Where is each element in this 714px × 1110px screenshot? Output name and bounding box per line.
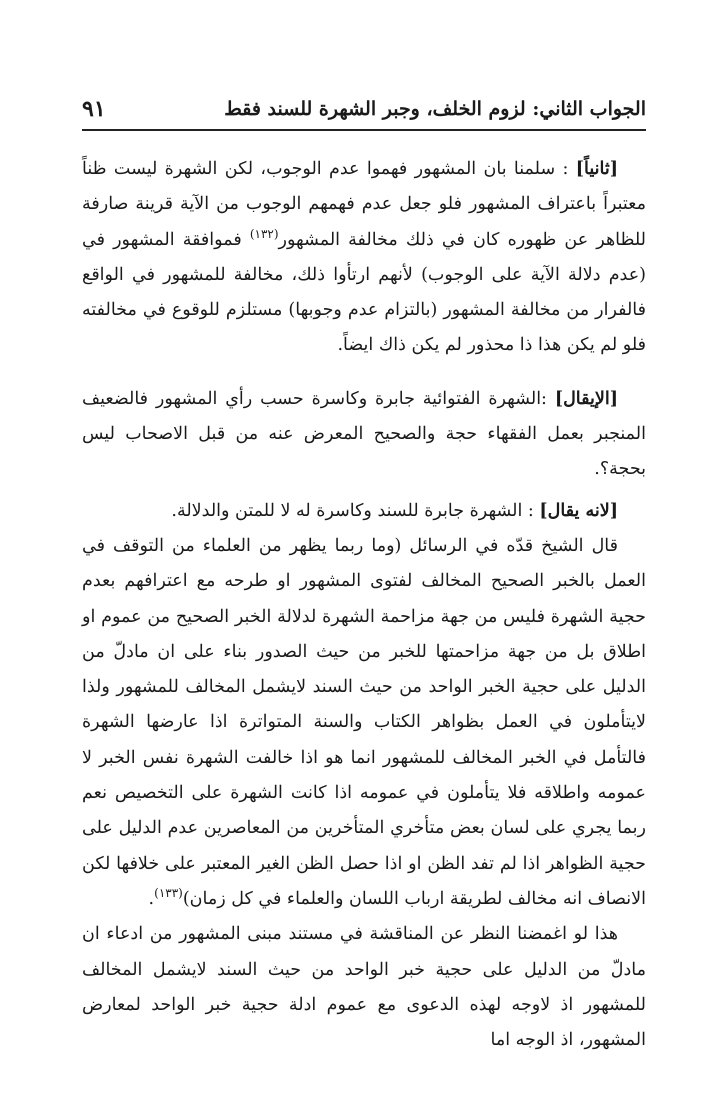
body-text — [82, 152, 646, 1058]
paragraph-discussion — [82, 917, 646, 1058]
footnote-marker: (١٣٢) — [249, 226, 279, 241]
footnote-marker: (١٣٣) — [154, 886, 183, 901]
paragraph-label: [لانه يقال] — [539, 500, 618, 521]
paragraph-text-continued: . — [148, 888, 155, 909]
paragraph-text: هذا لو اغمضنا النظر عن المناقشة في مستند مبنى المشهور من ادعاء ان مادلّ من الدليل على حجية خبر الواحد من حيث السند لايشمل المخالف للمشهور اذ لاوجه لهذه الدعوى مع عموم ادلة حجية خبر الواحد لمعارض المشهور، اذ الوجه اما — [82, 924, 646, 1051]
paragraph-reply — [82, 494, 646, 529]
paragraph-text: : سلمنا بان المشهور فهموا عدم الوجوب، لكن الشهرة ليست ظناً معتبراً باعتراف المشهور فلو جعل عدم فهمهم الوجوب من الآية قرينة صارفة للظاهر عن ظهوره كان في ذلك مخالفة المشهور — [82, 159, 646, 250]
header-divider — [82, 129, 646, 131]
paragraph-text: : الشهرة جابرة للسند وكاسرة له لا للمتن والدلالة. — [171, 500, 540, 521]
paragraph-text: قال الشيخ قدّه في الرسائل (وما ربما يظهر من العلماء من التوقف في العمل بالخبر الصحيح المخالف لفتوى المشهور او طرحه مع اعترافهم بعدم حجية الشهرة فليس من جهة مزاحمة الشهرة لدلالة الخبر الصحيح من عموم او اطلاق بل من جهة مزاحمتها للخبر من حيث الصدور بناء على ان مادلّ من الدليل على حجية الخبر الواحد من حيث السند لايشمل المخالف للمشهور ولذا لايتأملون في العمل بظواهر الكتاب والسنة المتواترة اذا عارضها الشهرة فالتأمل في الخبر المخالف للمشهور انما هو اذا خالفت الشهرة نفس الخبر لا عمومه واطلاقه فلا يتأملون في عمومه اذا كانت الشهرة على التخصيص نعم ربما يجري على لسان بعض متأخري المتأخرين من المعاصرين عدم الدليل على حجية الظواهر اذا لم تفد الظن او اذا حصل الظن الغير المعتبر على خلافها لكن الانصاف انه مخالف لطريقة ارباب اللسان والعلماء في كل زمان) — [82, 535, 646, 909]
paragraph-objection — [82, 382, 646, 488]
paragraph-quotation — [82, 529, 646, 917]
paragraph-text-continued: فموافقة المشهور في (عدم دلالة الآية على الوجوب) لأنهم ارتأوا ذلك، مخالفة للمشهور في الواقع فالفرار من مخالفة المشهور (بالتزام عدم وجوبها) مستلزم للوقوع في مخالفته فلو لم يكن هذا ذا محذور لم يكن ذاك ايضاً. — [82, 229, 646, 356]
header-title: الجواب الثاني: لزوم الخلف، وجبر الشهرة للسند فقط — [224, 98, 646, 120]
running-header — [82, 92, 646, 126]
paragraph-secondly — [82, 152, 646, 364]
page-number: ٩١ — [82, 96, 106, 122]
paragraph-text: :الشهرة الفتوائية جابرة وكاسرة حسب رأي المشهور فالضعيف المنجبر بعمل الفقهاء حجة والصحيح المعرض عنه من قبل الاصحاب ليس بحجة؟. — [82, 388, 646, 480]
paragraph-label: [الإيقال] — [554, 388, 618, 409]
paragraph-label: [ثانياً] — [575, 159, 618, 179]
